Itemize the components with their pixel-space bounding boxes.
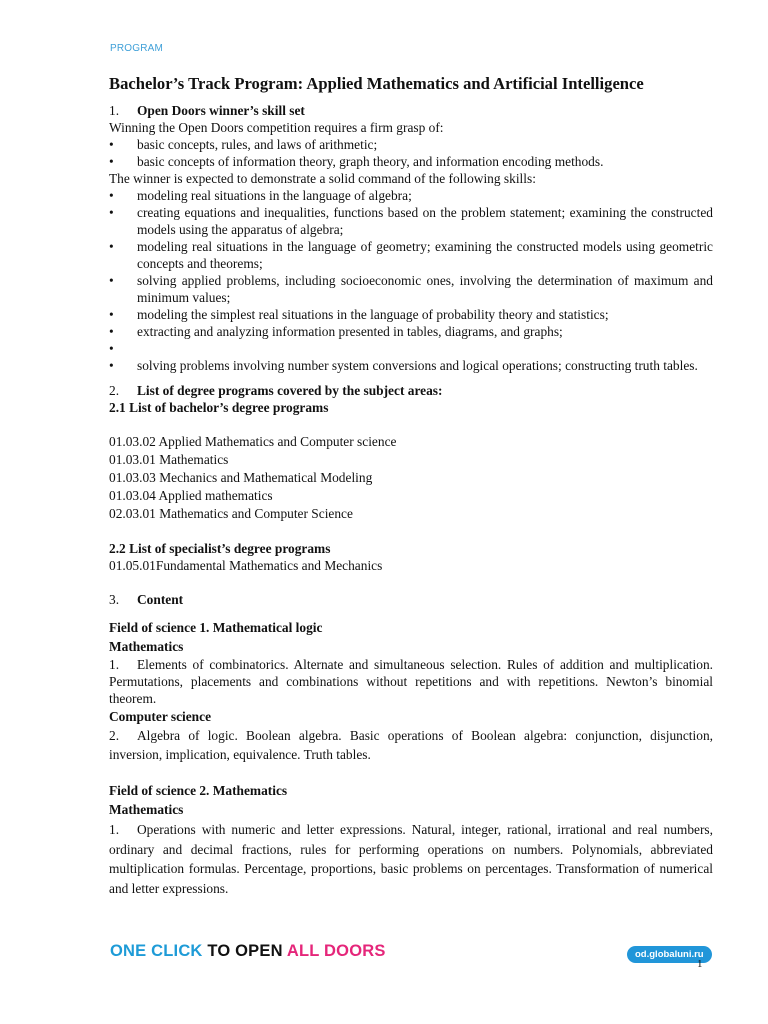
list-item xyxy=(109,323,713,340)
list-item-text: extracting and analyzing information presented in tables, diagrams, and graphs; xyxy=(137,324,563,339)
bachelor-programs-list xyxy=(109,433,713,523)
item-text: Operations with numeric and letter expressions. Natural, integer, rational, irrational and real numbers, ordinary and decimal fractions, rules for performing operations on numbers. Polynomials, abbreviated multiplication formulas. Percentage, proportions, basic problems on percentages. Transformation of numerical and letter expressions. xyxy=(109,822,713,896)
list-item-text: modeling the simplest real situations in the language of probability theory and statistics; xyxy=(137,307,609,322)
bullet-icon: • xyxy=(109,358,114,373)
program-item: 01.03.03 Mechanics and Mathematical Modeling xyxy=(109,470,373,485)
list-item-text: creating equations and inequalities, functions based on the problem statement; examining the constructed models using the apparatus of algebra; xyxy=(137,205,713,237)
specialist-programs-heading: 2.2 List of specialist’s degree programs xyxy=(109,541,331,556)
list-item xyxy=(109,272,713,306)
item-text: Algebra of logic. Boolean algebra. Basic operations of Boolean algebra: conjunction, disjunction, inversion, implication, equivalence. Truth tables. xyxy=(109,728,713,762)
field-1-math-label: Mathematics xyxy=(109,639,184,654)
field-1-heading: Field of science 1. Mathematical logic xyxy=(109,620,323,635)
section-3-title: Content xyxy=(137,592,184,607)
document-body xyxy=(109,74,713,898)
list-item-text: basic concepts of information theory, graph theory, and information encoding methods. xyxy=(137,154,604,169)
list-item xyxy=(109,187,713,204)
bullet-icon: • xyxy=(109,239,114,254)
bullet-icon: • xyxy=(109,188,114,203)
skills-list xyxy=(109,187,713,374)
list-item xyxy=(109,153,713,170)
section-3-heading xyxy=(109,591,713,608)
section-2-title: List of degree programs covered by the subject areas: xyxy=(137,383,443,398)
footer-brand-logo xyxy=(110,942,386,961)
document-title: Bachelor’s Track Program: Applied Mathematics and Artificial Intelligence xyxy=(109,74,644,93)
header-tag: PROGRAM xyxy=(110,43,164,54)
program-item: 02.03.01 Mathematics and Computer Science xyxy=(109,506,353,521)
grasp-list xyxy=(109,136,713,170)
section-2-heading xyxy=(109,382,713,399)
section-1-title: Open Doors winner’s skill set xyxy=(137,103,305,118)
bullet-icon: • xyxy=(109,341,114,356)
list-item-text: modeling real situations in the language of geometry; examining the constructed models using geometric concepts and theorems; xyxy=(137,239,713,271)
bullet-icon: • xyxy=(109,154,114,169)
list-item xyxy=(109,136,713,153)
bachelor-programs-heading: 2.1 List of bachelor’s degree programs xyxy=(109,400,329,415)
program-item: 01.03.04 Applied mathematics xyxy=(109,488,273,503)
list-item xyxy=(109,238,713,272)
brand-part-1: ONE CLICK xyxy=(110,942,203,960)
page-number: 1 xyxy=(697,958,703,970)
field-1-cs-text xyxy=(109,726,713,764)
list-item xyxy=(109,204,713,238)
list-item-text: solving applied problems, including socioeconomic ones, involving the determination of maximum and minimum values; xyxy=(137,273,713,305)
field-1-cs-label: Computer science xyxy=(109,709,212,724)
brand-part-3: ALL DOORS xyxy=(286,942,386,960)
bullet-icon: • xyxy=(109,273,114,288)
field-2-math-text xyxy=(109,820,713,898)
field-1-math-text xyxy=(109,656,713,707)
brand-part-2: TO OPEN xyxy=(202,942,287,960)
site-url-badge[interactable]: od.globaluni.ru xyxy=(627,946,712,963)
item-number: 1. xyxy=(109,657,120,672)
skills-intro: The winner is expected to demonstrate a solid command of the following skills: xyxy=(109,171,536,186)
list-item xyxy=(109,306,713,323)
list-item xyxy=(109,357,713,374)
list-item-text: modeling real situations in the language of algebra; xyxy=(137,188,412,203)
section-1-intro: Winning the Open Doors competition requires a firm grasp of: xyxy=(109,120,444,135)
section-3-number: 3. xyxy=(109,592,120,607)
item-number: 1. xyxy=(109,822,120,837)
item-text: Elements of combinatorics. Alternate and simultaneous selection. Rules of addition and multiplication. Permutations, placements and combinations without repetitions and with repetitions. Newton’s binomial theorem. xyxy=(109,657,713,706)
list-item xyxy=(109,340,713,357)
program-item: 01.03.02 Applied Mathematics and Computer science xyxy=(109,434,397,449)
section-1-number: 1. xyxy=(109,103,120,118)
field-2-math-label: Mathematics xyxy=(109,802,184,817)
list-item-text: basic concepts, rules, and laws of arithmetic; xyxy=(137,137,378,152)
bullet-icon: • xyxy=(109,324,114,339)
bullet-icon: • xyxy=(109,137,114,152)
bullet-icon: • xyxy=(109,307,114,322)
program-item: 01.05.01Fundamental Mathematics and Mechanics xyxy=(109,558,383,573)
section-1-heading xyxy=(109,102,713,119)
item-number: 2. xyxy=(109,728,120,743)
list-item-text: solving problems involving number system conversions and logical operations; constructing truth tables. xyxy=(137,358,698,373)
section-2-number: 2. xyxy=(109,383,120,398)
bullet-icon: • xyxy=(109,205,114,220)
field-2-heading: Field of science 2. Mathematics xyxy=(109,783,288,798)
program-item: 01.03.01 Mathematics xyxy=(109,452,229,467)
